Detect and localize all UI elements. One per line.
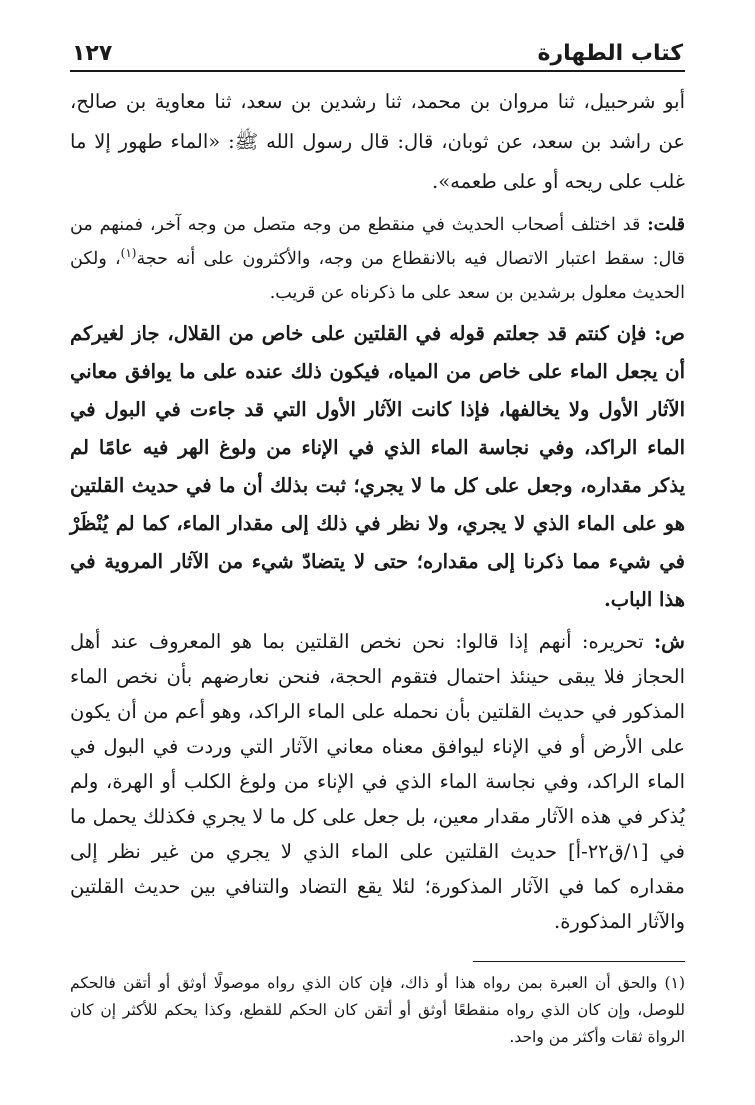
running-title: كتاب الطهارة bbox=[537, 41, 683, 66]
footnote-reference[interactable]: (١) bbox=[120, 246, 137, 261]
paragraph-text: قد اختلف أصحاب الحديث في منقطع من وجه متصل من وجه آخر، فمنهم من قال: سقط اعتبار الاتصال فيه بالانقطاع من وجه، والأكثرون على أنه حجة bbox=[70, 215, 685, 269]
paragraph-lead: ش: bbox=[653, 630, 685, 653]
paragraph-sad bbox=[70, 315, 685, 619]
paragraph-text: تحريره: أنهم إذا قالوا: نحن نخص القلتين بما هو المعروف عند أهل الحجاز فلا يبقى حينئذ احتمال فتقوم الحجة، فنحن نعارضهم بأن نخص الماء المذكور في حديث القلتين بأن نحمله على الماء الراكد، وهو أعم من أن يكون على الأرض أو في الإناء ليوافق معناه معاني الآثار التي وردت في البول في الماء الراكد، وفي نجاسة الماء الذي في الإناء من ولوغ الكلب أو الهرة، ولم يُذكر في هذه الآثار مقدار معين، بل جعل على كل ما لا يجري فكذلك يحمل ما في [١/ق٢٢-أ] حديث القلتين على الماء الذي لا يجري من غير نظر إلى مقداره كما في الآثار المذكورة؛ لئلا يقع التضاد والتنافي بين حديث القلتين والآثار المذكورة. bbox=[70, 630, 685, 933]
footnote-divider bbox=[473, 961, 685, 962]
paragraph-text: فإن كنتم قد جعلتم قوله في القلتين على خاص من القلال، جاز لغيركم أن يجعل الماء على خاص من المياه، فيكون ذلك عنده على ما يوافق معاني الآثار الأول ولا يخالفها، فإذا كانت الآثار الأول التي قد جاءت في البول في الماء الراكد، وفي نجاسة الماء الذي في الإناء من ولوغ الهر فيه عامًا لم يذكر مقداره، وجعل على كل ما لا يجري؛ ثبت بذلك أن ما في حديث القلتين هو على الماء الذي لا يجري، ولا نظر في ذلك إلى مقدار الماء، كما لم يُنْظَرْ في شيء مما ذكرنا إلى مقداره؛ حتى لا يتضادّ شيء من الآثار المروية في هذا الباب. bbox=[70, 322, 685, 611]
paragraph-text-continued: ، ولكن الحديث معلول برشدين بن سعد على ما ذكرناه عن قريب. bbox=[70, 249, 685, 303]
page-number: ١٢٧ bbox=[72, 41, 113, 66]
footnotes bbox=[70, 970, 685, 1051]
footnote-text: (١) والحق أن العبرة بمن رواه هذا أو ذاك، فإن كان الذي رواه موصولًا أوثق أو أتقن فالحكم للوصل، وإن كان الذي رواه منقطعًا أوثق أو أتقن كان الحكم للقطع، وكذا يحكم للأكثر إن كان الرواة ثقات وأكثر من واحد. bbox=[70, 974, 685, 1046]
footnote-item bbox=[70, 970, 685, 1051]
book-page bbox=[70, 26, 685, 1051]
paragraph-lead: قلت: bbox=[647, 215, 685, 235]
paragraph-qultu bbox=[70, 208, 685, 310]
paragraph-lead: ص: bbox=[654, 322, 685, 345]
paragraph-shin bbox=[70, 624, 685, 939]
paragraph-hadith-chain bbox=[70, 82, 685, 202]
page-header bbox=[70, 26, 685, 72]
paragraph-text: أبو شرحبيل، ثنا مروان بن محمد، ثنا رشدين بن سعد، ثنا معاوية بن صالح، عن راشد بن سعد، عن ثوبان، قال: قال رسول الله ﷺ: «الماء طهور إلا ما غلب على ريحه أو على طعمه». bbox=[70, 90, 685, 193]
